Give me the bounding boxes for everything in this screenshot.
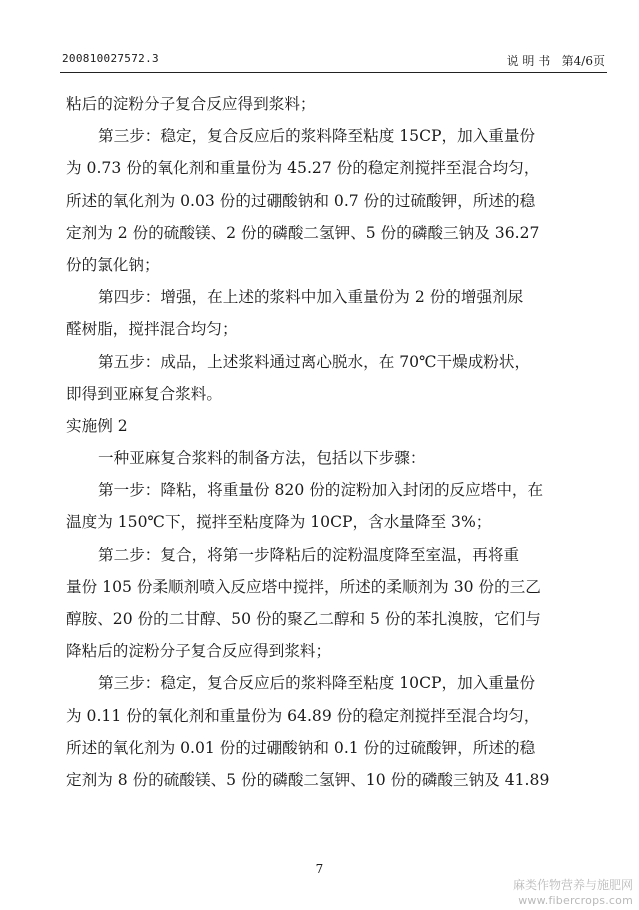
text-line: 为 0.73 份的氧化剂和重量份为 45.27 份的稳定剂搅拌至混合均匀， [66, 159, 540, 178]
doc-number: 200810027572.3 [62, 52, 159, 65]
header-right [507, 52, 605, 69]
text-line: 粘后的淀粉分子复合反应得到浆料； [66, 95, 316, 113]
text-line: 份的氯化钠； [66, 255, 160, 274]
section-heading: 实施例 2 [66, 416, 128, 435]
text-line: 即得到亚麻复合浆料。 [66, 384, 222, 403]
text-line: 定剂为 8 份的硫酸镁、5 份的磷酸二氢钾、10 份的磷酸三钠及 41.89 [66, 770, 550, 789]
text-line: 醇胺、20 份的二甘醇、50 份的聚乙二醇和 5 份的苯扎溴胺，它们与 [66, 610, 541, 628]
text-line: 为 0.11 份的氧化剂和重量份为 64.89 份的稳定剂搅拌至混合均匀， [66, 706, 540, 725]
text-line: 定剂为 2 份的硫酸镁、2 份的磷酸二氢钾、5 份的磷酸三钠及 36.27 [66, 223, 540, 242]
page-header [62, 52, 605, 72]
text-line: 一种亚麻复合浆料的制备方法，包括以下步骤： [98, 449, 426, 468]
watermark [513, 878, 633, 908]
text-line: 温度为 150℃下，搅拌至粘度降为 10CP，含水量降至 3%； [66, 513, 492, 532]
text-line: 量份 105 份柔顺剂喷入反应塔中搅拌，所述的柔顺剂为 30 份的三乙 [66, 577, 541, 596]
page-info: 第4/6页 [561, 54, 605, 68]
text-line: 第三步：稳定，复合反应后的浆料降至粘度 15CP，加入重量份 [98, 127, 536, 146]
watermark-text: 麻类作物营养与施肥网 [512, 878, 633, 892]
text-line: 所述的氧化剂为 0.01 份的过硼酸钠和 0.1 份的过硫酸钾，所述的稳 [66, 738, 536, 757]
body-text [66, 88, 556, 796]
text-line: 第三步：稳定，复合反应后的浆料降至粘度 10CP，加入重量份 [98, 674, 536, 693]
header-rule [60, 72, 607, 73]
text-line: 降粘后的淀粉分子复合反应得到浆料； [66, 642, 332, 661]
text-line: 所述的氧化剂为 0.03 份的过硼酸钠和 0.7 份的过硫酸钾，所述的稳 [66, 191, 536, 210]
page-number: 7 [315, 862, 324, 876]
text-line: 第五步：成品，上述浆料通过离心脱水，在 70℃干燥成粉状， [98, 352, 531, 371]
doc-type: 说 明 书 [506, 54, 551, 68]
text-line: 醛树脂，搅拌混合均匀； [66, 320, 238, 339]
watermark-url: www.fibercrops.com [518, 894, 633, 907]
text-line: 第一步：降粘，将重量份 820 份的淀粉加入封闭的反应塔中，在 [98, 481, 544, 500]
text-line: 第二步：复合，将第一步降粘后的淀粉温度降至室温，再将重 [98, 545, 520, 564]
text-line: 第四步：增强，在上述的浆料中加入重量份为 2 份的增强剂尿 [98, 288, 524, 307]
